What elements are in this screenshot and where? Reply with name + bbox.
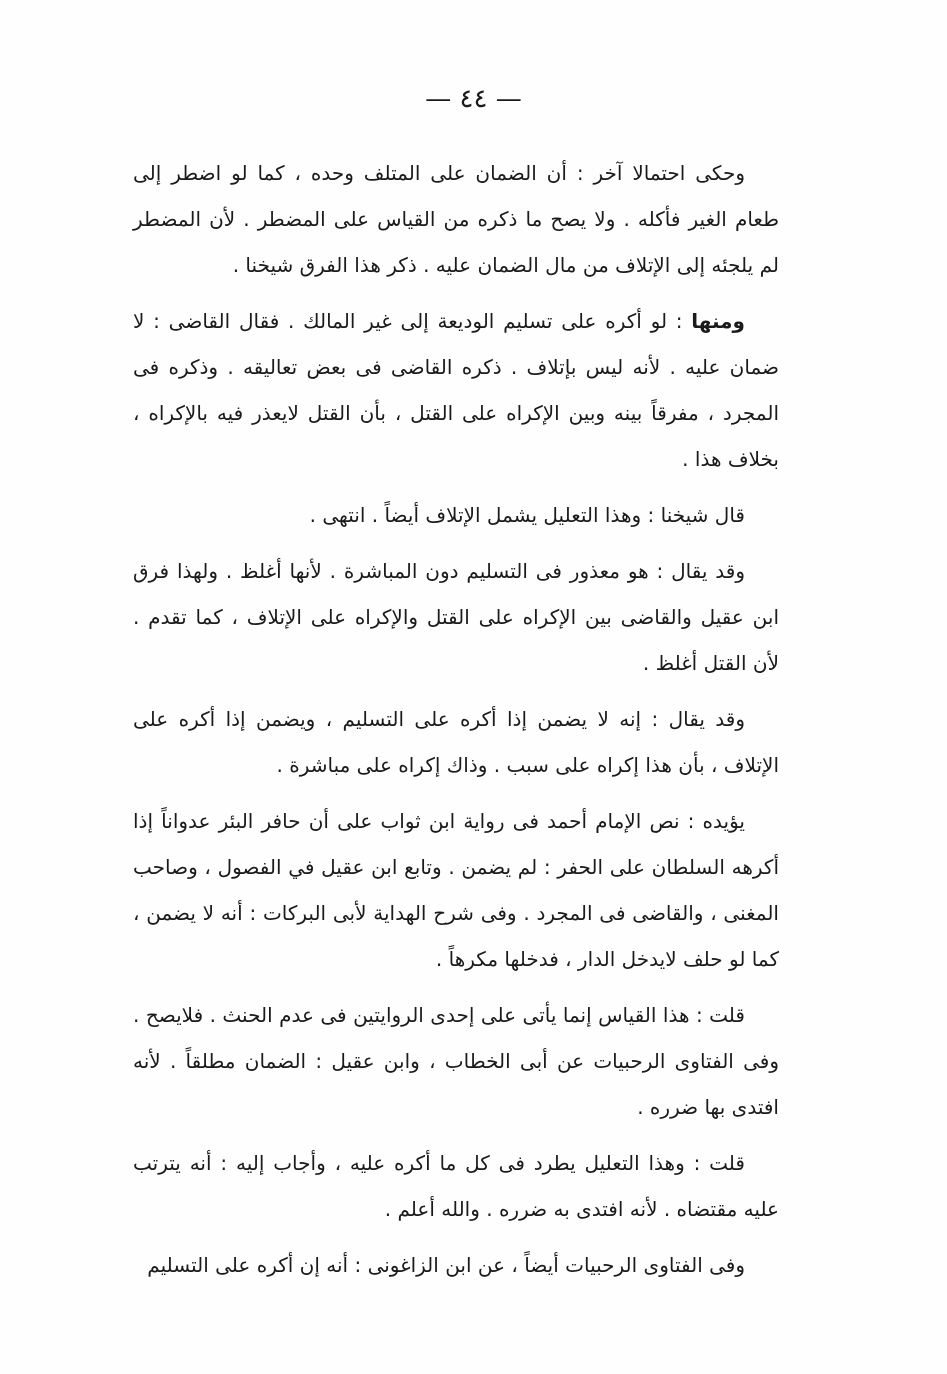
paragraph <box>133 992 779 1130</box>
paragraph-text: : لو أكره على تسليم الوديعة إلى غير المالك . فقال القاضى : لا ضمان عليه . لأنه ليس بإتلاف . ذكره القاضى فى بعض تعاليقه . وذكره فى المجرد ، مفرقاً بينه وبين الإكراه على القتل ، بأن القتل لايعذر فيه بالإكراه ، بخلاف هذا . <box>133 309 779 471</box>
paragraph-text: وقد يقال : هو معذور فى التسليم دون المباشرة . لأنها أغلظ . ولهذا فرق ابن عقيل والقاضى بين الإكراه على القتل والإكراه على الإتلاف ، كما تقدم . لأن القتل أغلظ . <box>133 559 779 675</box>
body-text <box>133 150 779 1298</box>
paragraph-text: قال شيخنا : وهذا التعليل يشمل الإتلاف أيضاً . انتهى . <box>309 503 745 527</box>
paragraph <box>133 798 779 982</box>
paragraph-text: يؤيده : نص الإمام أحمد فى رواية ابن ثواب على أن حافر البئر عدواناً إذا أكرهه السلطان على الحفر : لم يضمن . وتابع ابن عقيل في الفصول ، وصاحب المغنى ، والقاضى فى المجرد . وفى شرح الهداية لأبى البركات : أنه لا يضمن ، كما لو حلف لايدخل الدار ، فدخلها مكرهاً . <box>133 809 779 971</box>
paragraph <box>133 298 779 482</box>
paragraph <box>133 492 779 538</box>
paragraph-lead: ومنها <box>691 309 745 333</box>
paragraph <box>133 150 779 288</box>
paragraph <box>133 1140 779 1232</box>
paragraph-text: وقد يقال : إنه لا يضمن إذا أكره على التسليم ، ويضمن إذا أكره على الإتلاف ، بأن هذا إكراه على سبب . وذاك إكراه على مباشرة . <box>133 707 779 777</box>
paragraph-text: قلت : هذا القياس إنما يأتى على إحدى الروايتين فى عدم الحنث . فلايصح . وفى الفتاوى الرحبيات عن أبى الخطاب ، وابن عقيل : الضمان مطلقاً . لأنه افتدى بها ضرره . <box>133 1003 779 1119</box>
paragraph <box>133 696 779 788</box>
paragraph <box>133 1242 779 1288</box>
paragraph <box>133 548 779 686</box>
paragraph-text: قلت : وهذا التعليل يطرد فى كل ما أكره عليه ، وأجاب إليه : أنه يترتب عليه مقتضاه . لأنه افتدى به ضرره . والله أعلم . <box>133 1151 779 1221</box>
page-number: — ٤٤ — <box>425 84 522 114</box>
paragraph-text: وفى الفتاوى الرحبيات أيضاً ، عن ابن الزاغونى : أنه إن أكره على التسليم <box>147 1253 745 1277</box>
paragraph-text: وحكى احتمالا آخر : أن الضمان على المتلف وحده ، كما لو اضطر إلى طعام الغير فأكله . ولا يصح ما ذكره من القياس على المضطر . لأن المضطر لم يلجئه إلى الإتلاف من مال الضمان عليه . ذكر هذا الفرق شيخنا . <box>133 161 779 277</box>
